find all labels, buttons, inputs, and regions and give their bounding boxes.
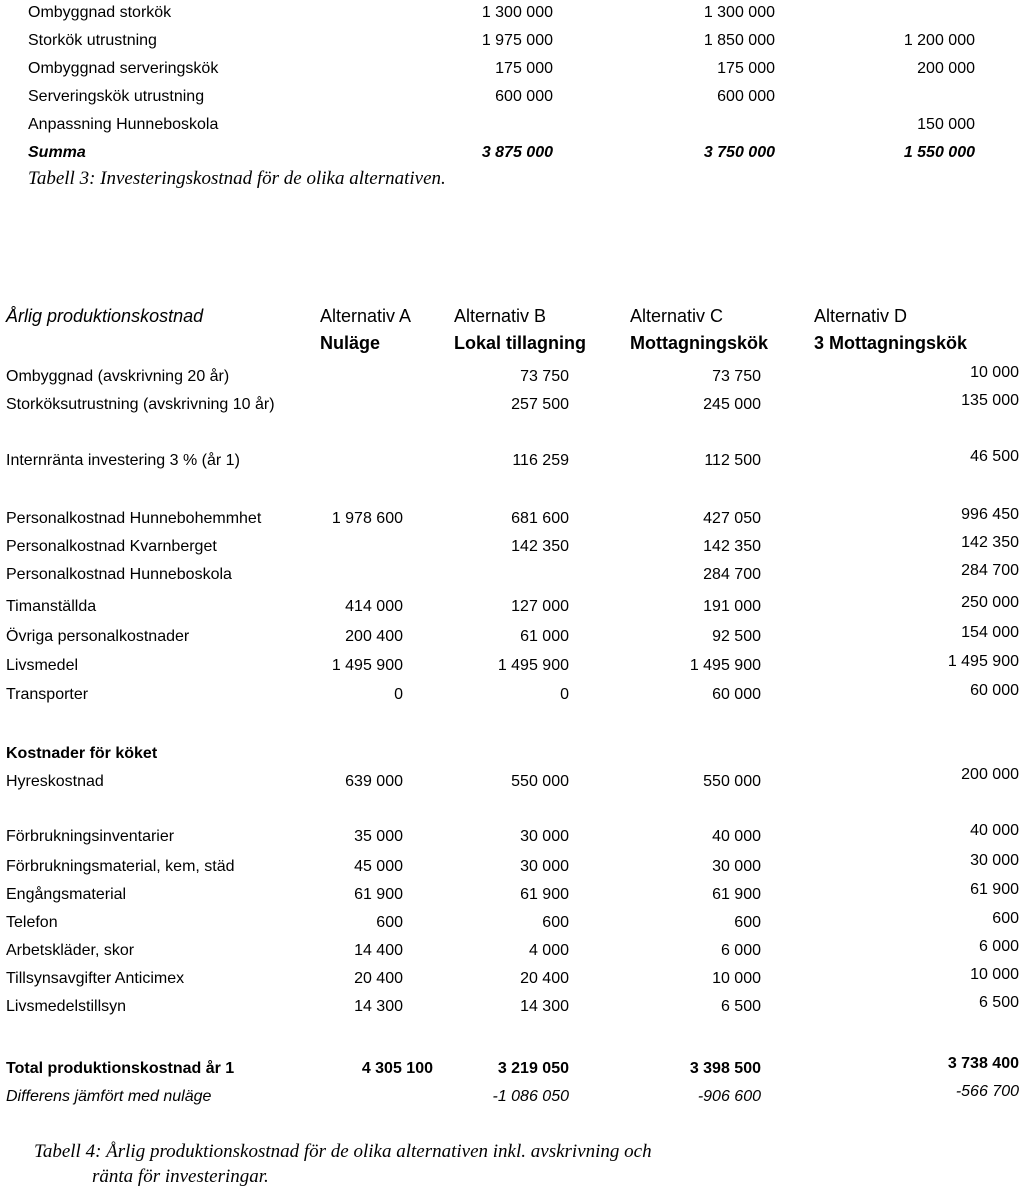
t4-cell: 40 000 <box>970 822 1019 839</box>
t4-cell: 142 350 <box>961 534 1019 551</box>
kitchen-section-title: Kostnader för köket <box>6 745 158 762</box>
t4-diff-cell: -906 600 <box>697 1088 761 1105</box>
t4-row-label: Hyreskostnad <box>6 773 104 790</box>
table3-caption: Tabell 3: Investeringskostnad för de olika alternativen. <box>28 168 446 189</box>
t4-cell: 1 495 900 <box>331 657 403 674</box>
t4-cell: 600 <box>376 914 403 931</box>
t4-cell: 30 000 <box>712 858 761 875</box>
t4-row-label: Livsmedelstillsyn <box>6 998 127 1015</box>
t4-cell: 142 350 <box>511 538 569 555</box>
t3-cell: 600 000 <box>717 88 775 105</box>
t4-cell: 600 <box>734 914 761 931</box>
t4-cell: 6 000 <box>720 942 761 959</box>
t4-total-label: Total produktionskostnad år 1 <box>6 1060 235 1077</box>
col-header: Alternativ A <box>320 306 412 326</box>
t3-sum-cell: 3 750 000 <box>703 144 775 161</box>
t4-cell: 92 500 <box>712 628 761 645</box>
t4-cell: 639 000 <box>345 773 403 790</box>
t4-cell: 20 400 <box>354 970 403 987</box>
t3-cell: 150 000 <box>917 116 975 133</box>
t4-cell: 996 450 <box>961 506 1019 523</box>
col-header: Alternativ D <box>814 306 908 326</box>
t3-cell: 1 850 000 <box>703 32 775 49</box>
t4-cell: 14 300 <box>520 998 569 1015</box>
t4-diff-cell: -566 700 <box>955 1083 1019 1100</box>
t4-cell: 427 050 <box>703 510 761 527</box>
t3-row-label: Serveringskök utrustning <box>28 88 205 105</box>
t4-cell: 14 400 <box>354 942 403 959</box>
t4-cell: 60 000 <box>970 682 1019 699</box>
t4-cell: 1 978 600 <box>331 510 403 527</box>
col-subheader: Mottagningskök <box>630 333 768 353</box>
t4-row-label: Personalkostnad Hunnebohemmhet <box>6 510 262 527</box>
col-header: Alternativ C <box>630 306 724 326</box>
t4-cell: 1 495 900 <box>497 657 569 674</box>
t4-cell: 10 000 <box>970 966 1019 983</box>
t4-row-label: Telefon <box>6 914 58 931</box>
t4-cell: 154 000 <box>961 624 1019 641</box>
t4-row-label: Internränta investering 3 % (år 1) <box>6 452 240 469</box>
t3-cell: 200 000 <box>917 60 975 77</box>
t4-cell: 6 500 <box>720 998 761 1015</box>
t4-cell: 284 700 <box>703 566 761 583</box>
t4-row-label: Timanställda <box>6 598 97 615</box>
t4-row-label: Personalkostnad Hunneboskola <box>6 566 232 583</box>
t4-cell: 1 495 900 <box>689 657 761 674</box>
t4-cell: 6 000 <box>978 938 1019 955</box>
t4-cell: 245 000 <box>703 396 761 413</box>
t3-sum-label: Summa <box>28 144 86 161</box>
table4-title: Årlig produktionskostnad <box>6 306 204 326</box>
t4-row-label: Förbrukningsinventarier <box>6 828 175 845</box>
t4-cell: 257 500 <box>511 396 569 413</box>
t3-sum-cell: 1 550 000 <box>903 144 975 161</box>
t3-cell: 1 200 000 <box>903 32 975 49</box>
t4-row-label: Livsmedel <box>6 657 79 674</box>
t4-cell: 35 000 <box>354 828 403 845</box>
col-header: Alternativ B <box>454 306 547 326</box>
t4-cell: 0 <box>394 686 403 703</box>
t4-row-label: Engångsmaterial <box>6 886 127 903</box>
col-subheader: Nuläge <box>320 333 381 353</box>
t4-cell: 191 000 <box>703 598 761 615</box>
t3-cell: 1 300 000 <box>703 4 775 21</box>
t3-row-label: Anpassning Hunneboskola <box>28 116 219 133</box>
t4-total-cell: 3 398 500 <box>689 1060 761 1077</box>
t4-cell: 61 900 <box>970 881 1019 898</box>
t4-diff-label: Differens jämfört med nuläge <box>6 1088 212 1105</box>
t4-cell: 681 600 <box>511 510 569 527</box>
t3-cell: 175 000 <box>717 60 775 77</box>
t4-row-label: Övriga personalkostnader <box>6 628 190 645</box>
t4-cell: 61 900 <box>520 886 569 903</box>
t4-cell: 73 750 <box>712 368 761 385</box>
col-subheader: 3 Mottagningskök <box>814 333 968 353</box>
t4-cell: 40 000 <box>712 828 761 845</box>
t4-cell: 127 000 <box>511 598 569 615</box>
t4-cell: 112 500 <box>704 452 761 469</box>
t4-cell: 46 500 <box>970 448 1019 465</box>
t4-row-label: Transporter <box>6 686 89 703</box>
t4-cell: 284 700 <box>961 562 1019 579</box>
t4-cell: 10 000 <box>712 970 761 987</box>
t4-cell: 135 000 <box>961 392 1019 409</box>
col-subheader: Lokal tillagning <box>454 333 587 353</box>
t4-cell: 45 000 <box>354 858 403 875</box>
t4-total-cell: 3 738 400 <box>947 1055 1019 1072</box>
t4-cell: 600 <box>992 910 1019 927</box>
t4-cell: 61 900 <box>354 886 403 903</box>
table4-caption-line2: ränta för investeringar. <box>92 1166 269 1187</box>
t3-sum-cell: 3 875 000 <box>481 144 553 161</box>
t4-row-label: Storköksutrustning (avskrivning 10 år) <box>6 396 275 413</box>
t4-cell: 6 500 <box>978 994 1019 1011</box>
t3-row-label: Storkök utrustning <box>28 32 157 49</box>
t4-cell: 30 000 <box>520 858 569 875</box>
t4-cell: 30 000 <box>520 828 569 845</box>
t4-row-label: Ombyggnad (avskrivning 20 år) <box>6 368 230 385</box>
t3-cell: 175 000 <box>495 60 553 77</box>
t4-cell: 116 259 <box>512 452 569 469</box>
t4-cell: 250 000 <box>961 594 1019 611</box>
t4-cell: 10 000 <box>970 364 1019 381</box>
t4-cell: 414 000 <box>345 598 403 615</box>
t4-cell: 73 750 <box>520 368 569 385</box>
t3-row-label: Ombyggnad serveringskök <box>28 60 219 77</box>
t4-cell: 61 900 <box>712 886 761 903</box>
t4-cell: 60 000 <box>712 686 761 703</box>
t4-cell: 200 000 <box>961 766 1019 783</box>
table4-caption-line1: Tabell 4: Årlig produktionskostnad för de olika alternativen inkl. avskrivning och <box>34 1141 652 1162</box>
t4-cell: 4 000 <box>528 942 569 959</box>
t4-diff-cell: -1 086 050 <box>492 1088 569 1105</box>
t4-cell: 142 350 <box>703 538 761 555</box>
t4-cell: 0 <box>560 686 569 703</box>
t4-row-label: Personalkostnad Kvarnberget <box>6 538 217 555</box>
t4-total-cell: 4 305 100 <box>361 1060 433 1077</box>
t4-cell: 600 <box>542 914 569 931</box>
t3-cell: 1 975 000 <box>481 32 553 49</box>
t3-cell: 1 300 000 <box>481 4 553 21</box>
t4-cell: 1 495 900 <box>947 653 1019 670</box>
t4-cell: 61 000 <box>520 628 569 645</box>
t4-cell: 30 000 <box>970 852 1019 869</box>
t4-cell: 550 000 <box>703 773 761 790</box>
t4-total-cell: 3 219 050 <box>497 1060 569 1077</box>
t4-row-label: Förbrukningsmaterial, kem, städ <box>6 858 235 875</box>
t4-row-label: Arbetskläder, skor <box>6 942 135 959</box>
t4-cell: 20 400 <box>520 970 569 987</box>
t3-row-label: Ombyggnad storkök <box>28 4 172 21</box>
t4-row-label: Tillsynsavgifter Anticimex <box>6 970 185 987</box>
t4-cell: 14 300 <box>354 998 403 1015</box>
t4-cell: 550 000 <box>511 773 569 790</box>
t3-cell: 600 000 <box>495 88 553 105</box>
t4-cell: 200 400 <box>345 628 403 645</box>
